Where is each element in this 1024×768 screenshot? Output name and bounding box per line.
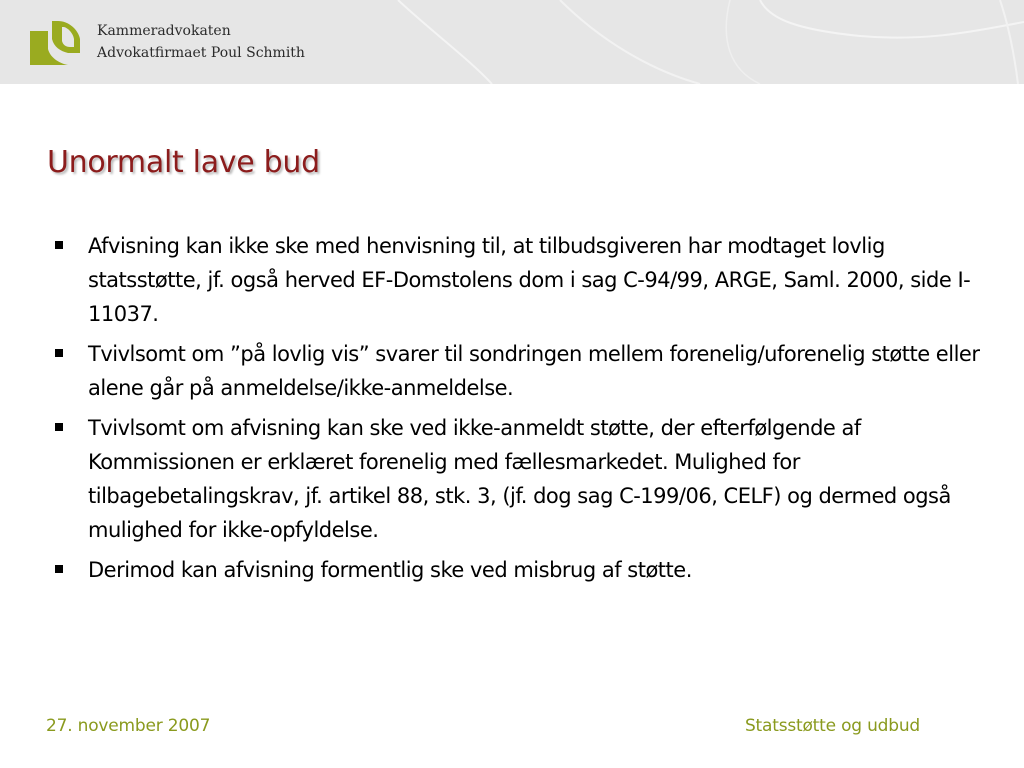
firm-logo-icon: [28, 19, 82, 67]
square-bullet-icon: [55, 349, 63, 357]
bullet-text: Tvivlsomt om ”på lovlig vis” svarer til sondringen mellem forenelig/uforenelig støtte eller alene går på anmeldelse/ikke-anmeldelse.: [88, 342, 980, 400]
square-bullet-icon: [55, 565, 63, 573]
bullet-text: Afvisning kan ikke ske med henvisning til, at tilbudsgiveren har modtaget lovlig statsstøtte, jf. også herved EF-Domstolens dom i sag C-94/99, ARGE, Saml. 2000, side I-11037.: [88, 234, 971, 326]
firm-name: [97, 20, 305, 64]
bullet-text: Tvivlsomt om afvisning kan ske ved ikke-anmeldt støtte, der efterfølgende af Kommissionen er erklæret forenelig med fællesmarkedet. Mulighed for tilbagebetalingskrav, jf. artikel 88, stk. 3, (jf. dog sag C-199/06, CELF) og dermed også mulighed for ikke-opfyldelse.: [88, 416, 951, 542]
square-bullet-icon: [55, 423, 63, 431]
footer-topic: Statsstøtte og udbud: [744, 716, 920, 736]
slide-title: Unormalt lave bud: [47, 145, 320, 180]
firm-name-line2: Advokatfirmaet Poul Schmith: [97, 45, 305, 61]
bullet-item: [0, 553, 1024, 587]
bullet-text: Derimod kan afvisning formentlig ske ved misbrug af støtte.: [88, 558, 692, 582]
bullet-item: [0, 411, 1024, 547]
header-band: [0, 0, 1024, 84]
square-bullet-icon: [55, 241, 63, 249]
firm-name-line1: Kammeradvokaten: [97, 23, 231, 39]
bullet-item: [0, 337, 1024, 405]
footer-date: 27. november 2007: [46, 716, 211, 736]
bullet-list: [0, 229, 1024, 593]
bullet-item: [0, 229, 1024, 331]
